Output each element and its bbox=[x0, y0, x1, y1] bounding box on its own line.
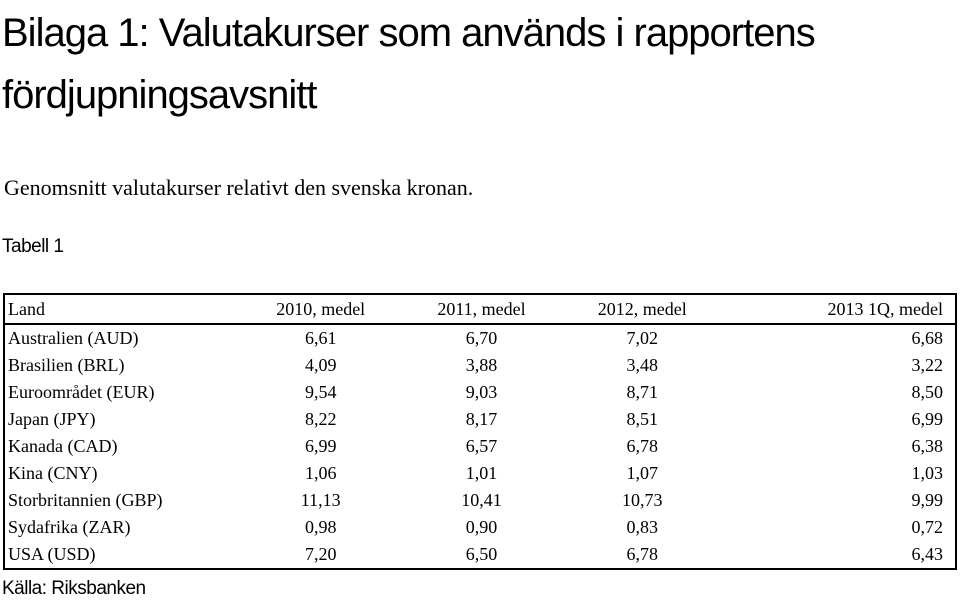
cell-2013q1: 6,38 bbox=[911, 436, 943, 456]
header-2010: 2010, medel bbox=[276, 298, 366, 319]
cell-2012: 6,78 bbox=[626, 436, 658, 456]
cell-2011: 8,17 bbox=[465, 409, 498, 429]
table-description: Genomsnitt valutakurser relativt den svenska kronan. bbox=[4, 175, 474, 200]
cell-land: Japan (JPY) bbox=[8, 409, 96, 429]
cell-2010: 11,13 bbox=[300, 490, 341, 510]
exchange-rate-table bbox=[3, 293, 957, 570]
cell-2013q1: 0,72 bbox=[911, 517, 943, 537]
cell-2011: 6,57 bbox=[465, 436, 498, 456]
cell-2010: 0,98 bbox=[304, 517, 337, 537]
table-row bbox=[4, 460, 956, 487]
cell-land: Brasilien (BRL) bbox=[8, 355, 125, 375]
header-land: Land bbox=[8, 298, 45, 319]
cell-2012: 3,48 bbox=[626, 355, 658, 375]
cell-2013q1: 9,99 bbox=[911, 490, 943, 510]
header-row bbox=[4, 294, 956, 324]
source-note: Källa: Riksbanken bbox=[2, 578, 146, 599]
cell-2013q1: 1,03 bbox=[911, 463, 943, 483]
header-2013q1: 2013 1Q, medel bbox=[827, 298, 943, 319]
table-row bbox=[4, 433, 956, 460]
cell-2013q1: 6,68 bbox=[911, 328, 943, 348]
cell-2012: 8,71 bbox=[626, 382, 658, 402]
cell-2010: 8,22 bbox=[304, 409, 337, 429]
cell-2013q1: 3,22 bbox=[911, 355, 943, 375]
table-row bbox=[4, 406, 956, 433]
table-row bbox=[4, 514, 956, 541]
cell-2012: 8,51 bbox=[626, 409, 658, 429]
cell-2011: 3,88 bbox=[465, 355, 498, 375]
table-row bbox=[4, 487, 956, 514]
cell-2012: 1,07 bbox=[626, 463, 658, 483]
cell-2010: 7,20 bbox=[304, 544, 337, 564]
cell-2011: 6,50 bbox=[465, 544, 498, 564]
cell-2012: 7,02 bbox=[626, 328, 658, 348]
cell-land: Storbritannien (GBP) bbox=[8, 490, 163, 510]
cell-2013q1: 8,50 bbox=[911, 382, 943, 402]
cell-2011: 6,70 bbox=[465, 328, 498, 348]
table-row bbox=[4, 324, 956, 352]
cell-2011: 1,01 bbox=[465, 463, 498, 483]
page-title: Bilaga 1: Valutakurser som används i rapportens fördjupningsavsnitt bbox=[2, 11, 815, 117]
cell-land: Kina (CNY) bbox=[8, 463, 98, 483]
cell-land: Australien (AUD) bbox=[8, 328, 139, 348]
table-row bbox=[4, 379, 956, 406]
header-2011: 2011, medel bbox=[437, 298, 526, 319]
cell-land: Euroområdet (EUR) bbox=[8, 382, 155, 402]
cell-2013q1: 6,43 bbox=[911, 544, 943, 564]
cell-2010: 4,09 bbox=[304, 355, 337, 375]
cell-2010: 6,99 bbox=[304, 436, 337, 456]
header-2012: 2012, medel bbox=[597, 298, 687, 319]
cell-land: Kanada (CAD) bbox=[8, 436, 118, 456]
cell-2011: 0,90 bbox=[465, 517, 498, 537]
table-header bbox=[4, 294, 956, 324]
table-caption: Tabell 1 bbox=[2, 236, 64, 257]
table-row bbox=[4, 352, 956, 379]
cell-2010: 6,61 bbox=[304, 328, 337, 348]
cell-2012: 0,83 bbox=[626, 517, 658, 537]
cell-2012: 10,73 bbox=[622, 490, 663, 510]
cell-2010: 1,06 bbox=[304, 463, 337, 483]
cell-2011: 9,03 bbox=[465, 382, 498, 402]
cell-2013q1: 6,99 bbox=[911, 409, 943, 429]
cell-land: USA (USD) bbox=[8, 544, 96, 564]
table-row bbox=[4, 541, 956, 569]
cell-2010: 9,54 bbox=[304, 382, 337, 402]
cell-2011: 10,41 bbox=[461, 490, 502, 510]
table-body bbox=[4, 324, 956, 569]
cell-2012: 6,78 bbox=[626, 544, 658, 564]
cell-land: Sydafrika (ZAR) bbox=[8, 517, 131, 537]
